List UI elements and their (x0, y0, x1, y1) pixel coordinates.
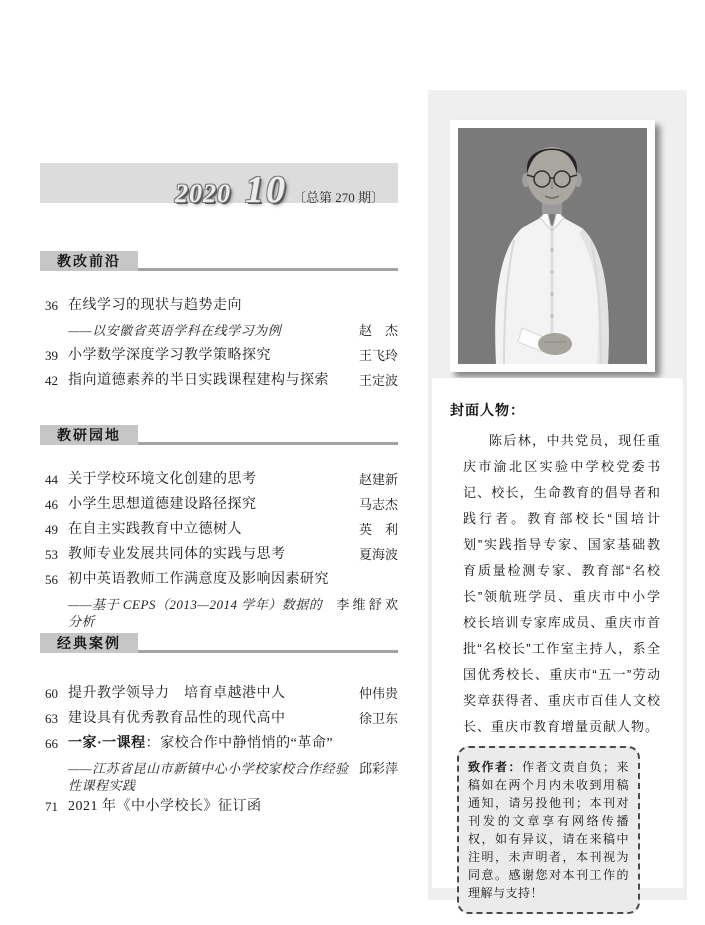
toc-entry-subtitle (40, 760, 398, 794)
toc-entry (40, 471, 398, 488)
section-header (40, 425, 398, 445)
cover-bio: 陈后林，中共党员，现任重庆市渝北区实验中学校党委书记、校长，生命教育的倡导者和践行者。教育部校长“国培计划”实践指导专家、国家基础教育质量检测专家、教育部“名校长”领航班学员、重庆市中小学校长培训专家库成员、重庆市首批“名校长”工作室主持人，系全国优秀校长、重庆市“五一”劳动奖章获得者、重庆市百佳人文校长、重庆市教育增量贡献人物。 (463, 433, 661, 734)
notice-body: 作者文责自负；来稿如在两个月内未收到用稿通知，请另投他刊；本刊对刊发的文章享有网络传播权，如有异议，请在来稿中注明，未声明者，本刊视为同意。感谢您对本刊工作的理解与支持！ (468, 760, 629, 900)
toc-subtitle: ——基于 CEPS（2013—2014 学年）数据的分析 (68, 597, 323, 629)
authors-notice-box (457, 746, 640, 914)
cover-panel (428, 90, 687, 900)
issue-banner (40, 163, 398, 211)
section-rule (138, 268, 398, 271)
toc-entry (40, 521, 398, 538)
toc-title: 提升教学领导力 培育卓越港中人 (68, 686, 286, 701)
toc-title: 指向道德素养的半日实践课程建构与探索 (68, 373, 329, 388)
issue-serial: 〔总第 270 期〕 (292, 190, 384, 205)
toc-page-number: 39 (45, 348, 58, 363)
toc-author: 赵 杰 (358, 323, 398, 338)
toc-entry (40, 571, 398, 588)
toc-author: 徐卫东 (358, 711, 398, 726)
toc-entry (40, 735, 398, 752)
toc-entry (40, 347, 398, 364)
toc-section-classic-cases (40, 633, 398, 802)
toc-section-reform-frontier (40, 251, 398, 397)
toc-entry (40, 496, 398, 513)
toc-author: 仲伟贵 (358, 686, 398, 701)
toc-page-number: 53 (45, 547, 58, 562)
toc-title: 小学数学深度学习教学策略探究 (68, 348, 271, 363)
section-rule (138, 650, 398, 653)
toc-entry-subtitle (40, 596, 398, 630)
toc-page-number: 42 (45, 373, 58, 388)
toc-entry (40, 297, 398, 314)
portrait-photo (458, 128, 647, 364)
toc-page-number: 66 (45, 736, 58, 751)
toc-title: 初中英语教师工作满意度及影响因素研究 (68, 572, 329, 587)
toc-title-bold: 一家·一课程 (68, 736, 146, 751)
cover-photo-frame (450, 120, 655, 372)
toc-page-number: 71 (45, 799, 58, 814)
toc-page-number: 49 (45, 522, 58, 537)
issue-month: 10 (244, 169, 287, 211)
toc-title: 教师专业发展共同体的实践与思考 (68, 547, 286, 562)
section-label: 经典案例 (40, 633, 138, 653)
section-header (40, 251, 398, 271)
toc-page-number: 56 (45, 572, 58, 587)
toc-entry-subscription (40, 798, 398, 815)
section-rule (138, 442, 398, 445)
section-label: 教研园地 (40, 425, 138, 445)
toc-title: 2021 年《中小学校长》征订函 (68, 799, 262, 814)
toc-entry (40, 372, 398, 389)
toc-author: 王定波 (358, 373, 398, 388)
toc-section-research-garden (40, 425, 398, 638)
toc-author: 夏海波 (358, 547, 398, 562)
toc-author: 邱彩萍 (358, 761, 398, 776)
toc-subtitle: ——江苏省昆山市新镇中心小学校家校合作经验性课程实践 (68, 761, 349, 793)
toc-title: 小学生思想道德建设路径探究 (68, 497, 257, 512)
toc-title: 在自主实践教育中立德树人 (68, 522, 242, 537)
toc-author: 马志杰 (358, 497, 398, 512)
notice-lead: 致作者： (468, 760, 522, 774)
toc-page-number: 44 (45, 472, 58, 487)
toc-subtitle: ——以安徽省英语学科在线学习为例 (68, 323, 282, 338)
toc-page-number: 60 (45, 686, 58, 701)
section-label: 教改前沿 (40, 251, 138, 271)
toc-entry-subtitle (40, 322, 398, 339)
issue-year: 2020 (174, 179, 231, 208)
toc-title: 在线学习的现状与趋势走向 (68, 298, 242, 313)
toc-entry (40, 710, 398, 727)
toc-entry (40, 546, 398, 563)
toc-page-number: 63 (45, 711, 58, 726)
section-header (40, 633, 398, 653)
cover-person-card (432, 378, 683, 900)
toc-title: 关于学校环境文化创建的思考 (68, 472, 257, 487)
toc-page-number: 36 (45, 298, 58, 313)
toc-title: ：家校合作中静悄悄的“革命” (145, 736, 334, 751)
toc-entry (40, 685, 398, 702)
toc-author: 赵建新 (358, 472, 398, 487)
toc-page-number: 46 (45, 497, 58, 512)
toc-author: 王飞玲 (358, 348, 398, 363)
toc-author: 李 维 舒 欢 (336, 597, 398, 612)
toc-title: 建设具有优秀教育品性的现代高中 (68, 711, 286, 726)
cover-heading: 封面人物： (450, 402, 525, 418)
toc-author: 英 利 (358, 522, 398, 537)
